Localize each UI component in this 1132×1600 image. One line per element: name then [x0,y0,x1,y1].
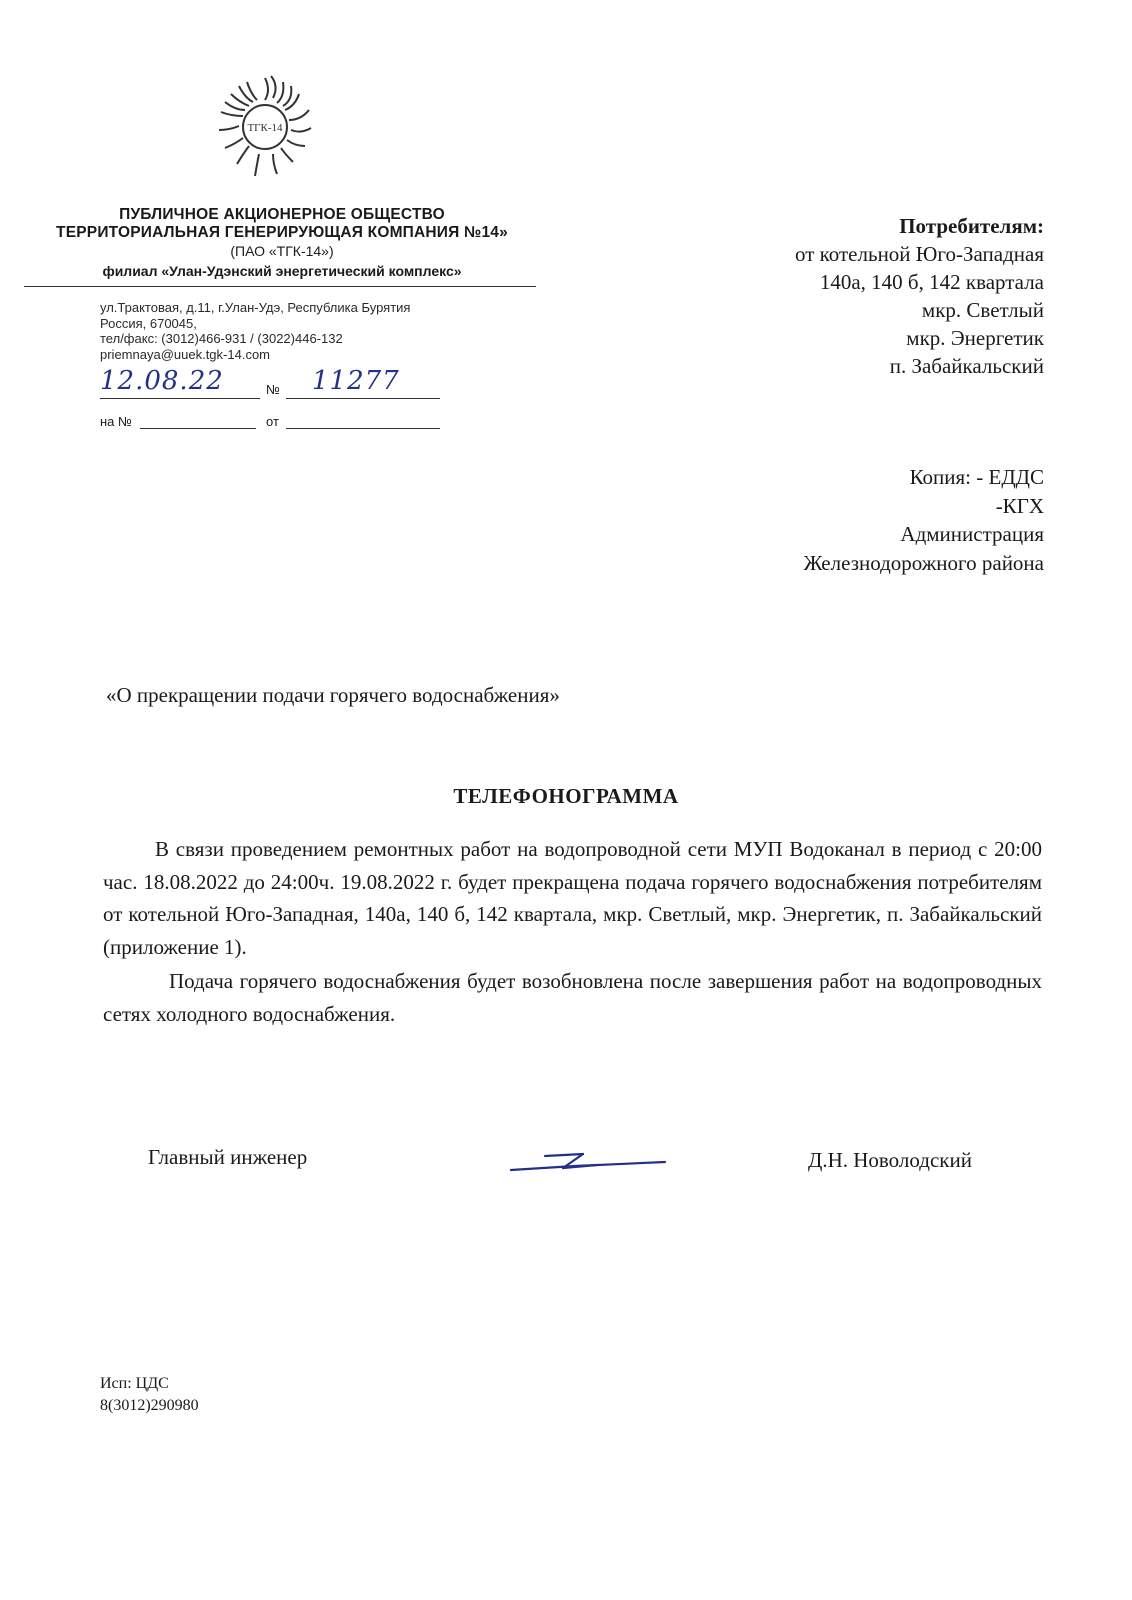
address-line: ул.Трактовая, д.11, г.Улан-Удэ, Республика Бурятия [100,300,411,315]
document-body [103,833,1042,1030]
reference-date-line [286,428,440,429]
registration-date: 12.08.22 [100,366,224,396]
copy-line: Железнодорожного района [803,550,1044,575]
phone-line: тел/факс: (3012)466-931 / (3022)446-132 [100,331,343,346]
recipient-line: мкр. Энергетик [906,326,1044,350]
recipient-line: п. Забайкальский [889,354,1044,378]
header-divider [24,286,536,287]
copy-line: -КГХ [995,493,1044,518]
body-paragraph-2: Подача горячего водоснабжения будет возобновлена после завершения работ на водопроводных сетях холодного водоснабжения. [103,969,1042,1026]
registration-number-field [286,364,440,399]
signer-position: Главный инженер [148,1145,308,1169]
recipients-block [795,212,1044,380]
document-heading: ТЕЛЕФОНОГРАММА [453,784,679,808]
email-line: priemnaya@uuek.tgk-14.com [100,346,270,362]
registration-date-field [100,364,260,399]
company-short-name: (ПАО «ТГК-14») [230,243,334,259]
recipient-line: мкр. Светлый [921,298,1044,322]
registration-number: 11277 [312,366,400,396]
company-logo [205,70,325,190]
copy-block [804,463,1044,577]
executor-label: Исп: ЦДС [100,1375,169,1392]
copy-line: Копия: - ЕДДС [909,465,1044,489]
registration-number-label: № [266,382,280,397]
reference-number-line [140,428,256,429]
company-header [22,206,542,280]
company-name-line1: ПУБЛИЧНОЕ АКЦИОНЕРНОЕ ОБЩЕСТВО [119,206,445,223]
recipients-title: Потребителям: [899,214,1044,238]
executor-block [100,1373,199,1417]
recipient-line: от котельной Юго-Западная [795,242,1044,266]
handwritten-signature [505,1142,675,1182]
reference-label: на № [100,414,132,429]
copy-line: Администрация [900,522,1044,546]
company-address [100,300,410,362]
body-paragraph-1: В связи проведением ремонтных работ на водопроводной сети МУП Водоканал в период с 20:00 час. 18.08.2022 до 24:00ч. 19.08.2022 г. будет прекращена подача горячего водоснабжения потребителям от котельной Юго-Западная, 140а, 140 б, 142 квартала, мкр. Светлый, мкр. Энергетик, п. Забайкальский (приложение 1). [103,837,1042,959]
logo-text: ТГК-14 [247,122,283,134]
document-subject: «О прекращении подачи горячего водоснабжения» [106,683,560,707]
company-branch: филиал «Улан-Удэнский энергетический комплекс» [102,263,462,279]
recipient-line: 140а, 140 б, 142 квартала [819,270,1044,294]
signer-name: Д.Н. Новолодский [808,1148,972,1172]
company-name-line2: ТЕРРИТОРИАЛЬНАЯ ГЕНЕРИРУЮЩАЯ КОМПАНИЯ №14» [56,224,508,241]
address-line: Россия, 670045, [100,315,197,331]
reference-date-label: от [266,414,279,429]
executor-phone: 8(3012)290980 [100,1397,199,1414]
